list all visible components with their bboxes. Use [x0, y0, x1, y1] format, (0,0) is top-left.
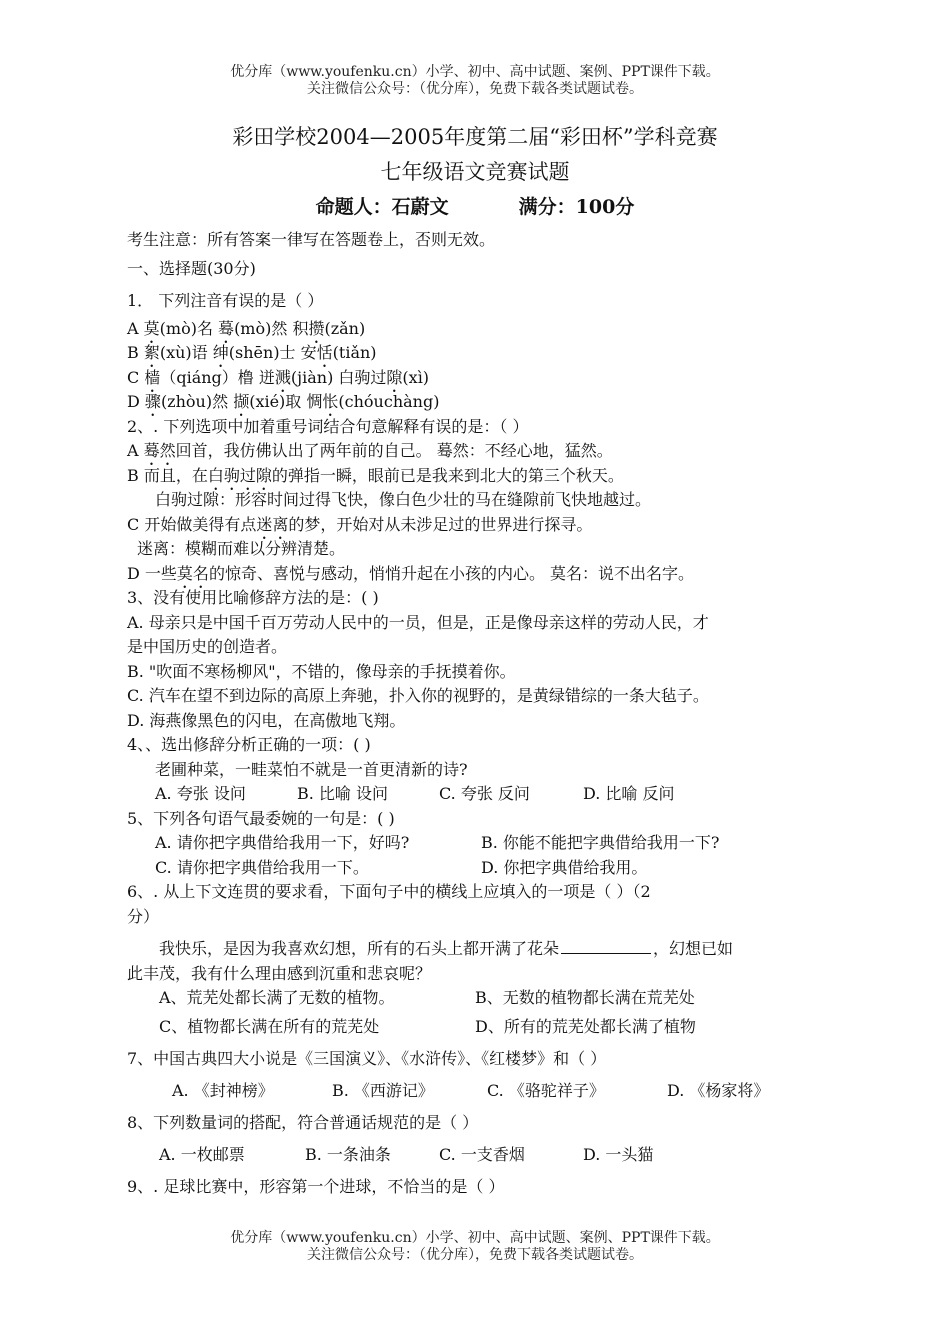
q5-option-a: A. 请你把字典借给我用一下，好吗? [155, 833, 410, 852]
q3-option-a: A. 母亲只是中国千百万劳动人民中的一员，但是，正是像母亲这样的劳动人民，才 [127, 612, 709, 632]
footer-line-1: 优分库（www.youfenku.cn）小学、初中、高中试题、案例、PPT课件下载。 [230, 1230, 720, 1246]
footer-line-2: 关注微信公众号：（优分库），免费下载各类试题试卷。 [307, 1247, 643, 1263]
question-4-stem: 4、、选出修辞分析正确的一项：( ) [127, 735, 371, 754]
q5-options-row-2 [127, 856, 833, 881]
question-6-stem-cont: 分） [127, 906, 160, 926]
question-2-stem: 2、. 下列选项中加着重号词结合句意解释有误的是：（ ） [127, 416, 529, 436]
q6-option-d: D、所有的荒芜处都长满了植物 [475, 1016, 696, 1036]
author-name: 命题人：石蔚文 [315, 196, 449, 218]
q5-option-c: C. 请你把字典借给我用一下。 [155, 857, 369, 877]
q7-options [127, 1075, 833, 1107]
q6-option-c: C、植物都长满在所有的荒芜处 [159, 1016, 380, 1036]
q8-option-d: D. 一头猫 [583, 1144, 654, 1164]
q2-option-d: D 一些莫名的惊奇、喜悦与感动，悄悄升起在小孩的内心。 莫名：说不出名字。 [127, 563, 695, 583]
q8-options [127, 1139, 833, 1171]
q6-options-row-2 [127, 1011, 833, 1043]
exam-subtitle: 七年级语文竞赛试题 [380, 160, 570, 184]
q6-text-cont: 此丰茂，我有什么理由感到沉重和悲哀呢？ [127, 963, 432, 983]
page-footer [0, 1230, 950, 1264]
q5-options-row-1 [127, 831, 833, 856]
q4-option-d: D. 比喻 反问 [583, 784, 675, 803]
q3-option-b: B. "吹面不寒杨柳风"，不错的，像母亲的手抚摸着你。 [127, 661, 516, 681]
question-7-stem: 7、中国古典四大小说是《三国演义》、《水浒传》、《红楼梦》和（ ） [127, 1048, 607, 1068]
exam-title: 彩田学校2004—2005年度第二届“彩田杯”学科竞赛 [232, 125, 718, 149]
q1-option-d: D 骤(zhòu)然 撷(xié)取 惆怅(chóuchàng) [127, 392, 440, 411]
notice: 考生注意：所有答案一律写在答题卷上，否则无效。 [127, 230, 496, 249]
q8-option-a: A. 一枚邮票 [159, 1144, 245, 1164]
q3-option-c: C. 汽车在望不到边际的高原上奔驰，扑入你的视野的，是黄绿错综的一条大毡子。 [127, 686, 709, 705]
q7-option-d: D. 《杨家将》 [667, 1080, 770, 1100]
q3-option-a-cont: 是中国历史的创造者。 [127, 637, 288, 656]
q6-options-row-1 [127, 986, 833, 1011]
question-6-stem: 6、. 从上下文连贯的要求看，下面句子中的横线上应填入的一项是（ ）（2 [127, 882, 651, 901]
q5-option-d: D. 你把字典借给我用。 [481, 857, 648, 877]
q2-option-c: C 开始做美得有点迷离的梦，开始对从未涉足过的世界进行探寻。 [127, 514, 593, 534]
q6-text: 我快乐，是因为我喜欢幻想，所有的石头上都开满了花朵 ，幻想已如 [159, 939, 734, 958]
q1-option-b: B 絮(xù)语 绅(shēn)士 安恬(tiǎn) [127, 343, 377, 362]
q8-option-b: B. 一条油条 [305, 1144, 391, 1164]
q6-option-b: B、无数的植物都长满在荒芜处 [475, 988, 695, 1007]
question-1-stem: 1． 下列注音有误的是（ ） [127, 290, 324, 310]
question-9-stem: 9、. 足球比赛中，形容第一个进球，不恰当的是（ ） [127, 1176, 505, 1196]
q4-option-a: A. 夸张 设问 [155, 784, 246, 803]
q2-option-b-note: 白驹过隙：形容时间过得飞快，像白色少壮的马在缝隙前飞快地越过。 [155, 490, 652, 509]
q3-option-d: D. 海燕像黑色的闪电，在高傲地飞翔。 [127, 710, 406, 730]
question-5-stem: 5、下列各句语气最委婉的一句是：( ) [127, 808, 395, 828]
page-header [0, 64, 950, 98]
header-line-1: 优分库（www.youfenku.cn）小学、初中、高中试题、案例、PPT课件下载。 [230, 64, 720, 80]
q6-option-a: A、荒芜处都长满了无数的植物。 [159, 988, 395, 1007]
q4-text: 老圃种菜，一畦菜怕不就是一首更清新的诗? [155, 759, 468, 779]
full-score: 满分：100分 [518, 196, 635, 218]
q2-option-b: B 而且，在白驹过隙的弹指一瞬，眼前已是我来到北大的第三个秋天。 [127, 465, 624, 485]
q1-option-a: A 莫(mò)名 蓦(mò)然 积攒(zǎn) [127, 318, 366, 338]
q4-options [127, 782, 833, 807]
author-line [0, 192, 950, 219]
section-heading: 一、选择题(30分) [127, 258, 256, 278]
q4-option-b: B. 比喻 设问 [297, 784, 389, 803]
q1-option-c: C 樯（qiáng）橹 迸溅(jiàn) 白驹过隙(xì) [127, 367, 430, 387]
exam-content [127, 228, 833, 1203]
q5-option-b: B. 你能不能把字典借给我用一下? [481, 833, 720, 852]
q2-option-a: A 蓦然回首，我仿佛认出了两年前的自己。 蓦然：不经心地，猛然。 [127, 441, 613, 460]
question-3-stem: 3、没有使用比喻修辞方法的是：( ) [127, 588, 379, 607]
q2-option-c-note: 迷离：模糊而难以分辨清楚。 [137, 539, 346, 558]
question-8-stem: 8、下列数量词的搭配，符合普通话规范的是（ ） [127, 1112, 479, 1132]
header-line-2: 关注微信公众号：（优分库），免费下载各类试题试卷。 [307, 81, 643, 97]
q8-option-c: C. 一支香烟 [439, 1144, 525, 1164]
q4-option-c: C. 夸张 反问 [439, 784, 530, 803]
q7-option-c: C. 《骆驼祥子》 [487, 1080, 605, 1100]
q7-option-b: B. 《西游记》 [332, 1080, 434, 1100]
q6-fill-blank [561, 937, 651, 954]
q7-option-a: A. 《封神榜》 [172, 1080, 274, 1100]
